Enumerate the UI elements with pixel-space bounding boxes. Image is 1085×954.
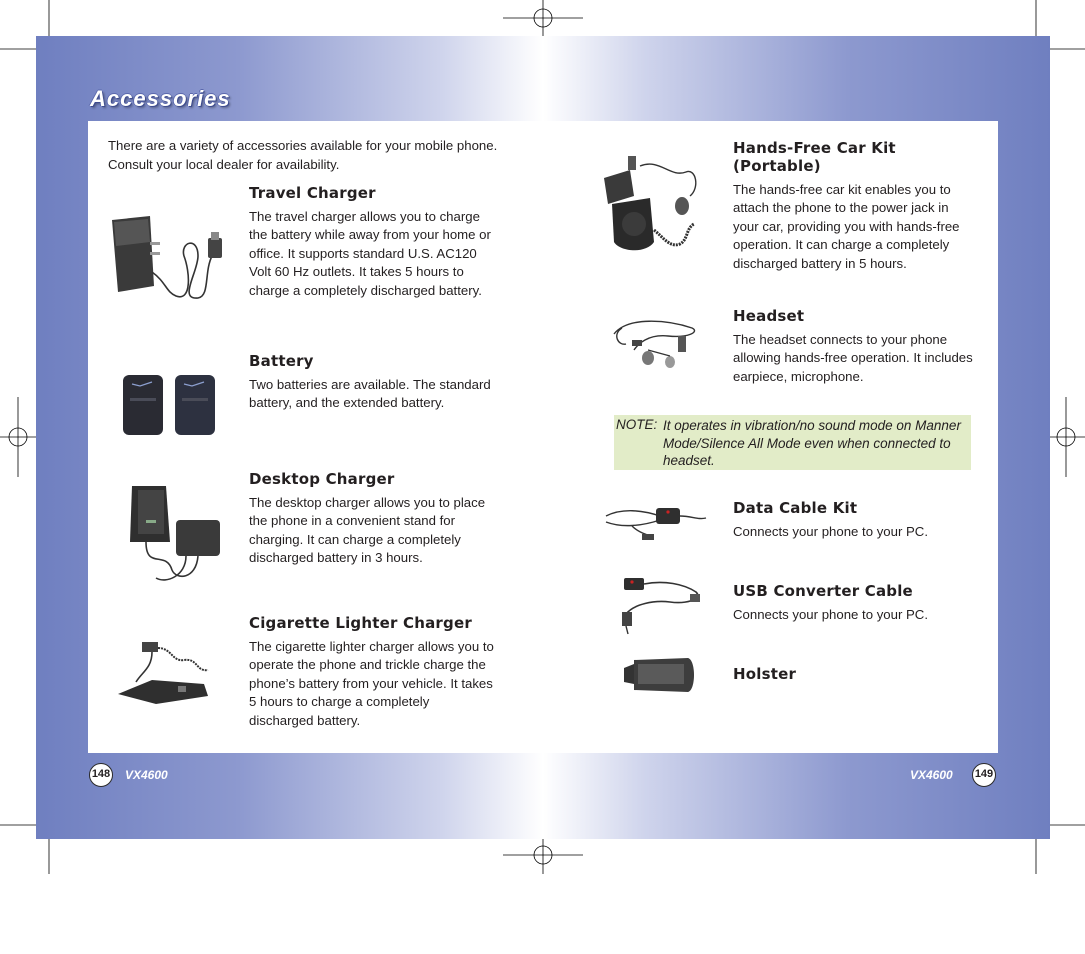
cigarette-lighter-charger-section xyxy=(249,614,494,730)
usb-converter-cable-section xyxy=(733,582,973,624)
right-page-number: 149 xyxy=(972,763,996,787)
desktop-charger-image xyxy=(126,480,226,586)
intro-text: There are a variety of accessories available for your mobile phone. Consult your local dealer for availability. xyxy=(108,138,498,172)
battery-text: Two batteries are available. The standard battery, and the extended battery. xyxy=(249,377,491,411)
battery-image xyxy=(120,372,220,438)
right-model-label: VX4600 xyxy=(910,768,953,782)
page-title: Accessories xyxy=(90,86,231,111)
usb-converter-cable-text: Connects your phone to your PC. xyxy=(733,607,928,622)
headset-image xyxy=(608,314,700,376)
cigarette-lighter-charger-text: The cigarette lighter charger allows you to operate the phone and trickle charge the phone’s battery from your vehicle. It takes 5 hours to charge a completely discharged battery. xyxy=(249,639,494,728)
cigarette-lighter-charger-heading: Cigarette Lighter Charger xyxy=(249,614,472,632)
data-cable-kit-section xyxy=(733,499,973,541)
hands-free-car-kit-image xyxy=(600,148,706,258)
hands-free-car-kit-text: The hands-free car kit enables you to attach the phone to the power jack in your car, providing you with hands-free operation. It can charge a completely discharged battery in 5 hours. xyxy=(733,182,960,271)
battery-heading: Battery xyxy=(249,352,314,370)
holster-image xyxy=(622,654,698,696)
left-page-number: 148 xyxy=(89,763,113,787)
holster-section xyxy=(733,665,973,689)
headset-heading: Headset xyxy=(733,307,805,325)
travel-charger-section xyxy=(249,184,494,300)
data-cable-kit-heading: Data Cable Kit xyxy=(733,499,858,517)
desktop-charger-text: The desktop charger allows you to place the phone in a convenient stand for charging. It can charge a completely discharged battery in 3 hours. xyxy=(249,495,486,566)
holster-heading: Holster xyxy=(733,665,797,683)
note-text: It operates in vibration/no sound mode on Manner Mode/Silence All Mode even when connected to headset. xyxy=(663,418,961,468)
desktop-charger-heading: Desktop Charger xyxy=(249,470,395,488)
hands-free-car-kit-section xyxy=(733,139,973,273)
note-box xyxy=(614,415,971,470)
data-cable-kit-text: Connects your phone to your PC. xyxy=(733,524,928,539)
headset-section xyxy=(733,307,973,386)
usb-converter-cable-image xyxy=(614,574,706,636)
travel-charger-image xyxy=(106,212,232,304)
hands-free-car-kit-heading: Hands-Free Car Kit (Portable) xyxy=(733,139,896,175)
battery-section xyxy=(249,352,494,413)
usb-converter-cable-heading: USB Converter Cable xyxy=(733,582,913,600)
left-model-label: VX4600 xyxy=(125,768,168,782)
travel-charger-heading: Travel Charger xyxy=(249,184,376,202)
travel-charger-text: The travel charger allows you to charge the battery while away from your home or office. It supports standard U.S. AC120 Volt 60 Hz outlets. It takes 5 hours to charge a completely discharged battery. xyxy=(249,209,491,298)
desktop-charger-section xyxy=(249,470,494,568)
cigarette-lighter-charger-image xyxy=(112,638,218,708)
note-label: NOTE: xyxy=(616,417,658,432)
headset-text: The headset connects to your phone allowing hands-free operation. It includes earpiece, microphone. xyxy=(733,332,973,384)
data-cable-kit-image xyxy=(602,500,708,542)
